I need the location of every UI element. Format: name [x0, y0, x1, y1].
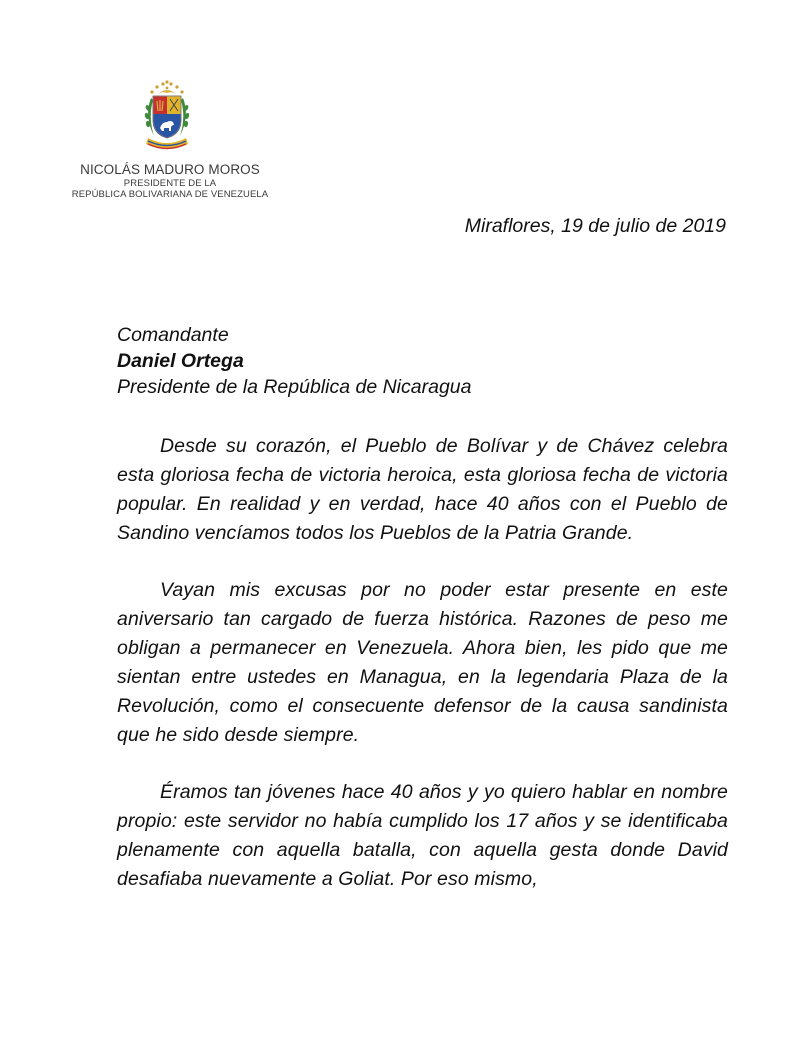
coat-of-arms-icon — [136, 78, 198, 154]
body-paragraph-2: Vayan mis excusas por no poder estar presente en este aniversario tan cargado de fuerza histórica. Razones de peso me obligan a permanecer en Venezuela. Ahora bien, les pido que me sientan entre ustedes en Managua, en la legendaria Plaza de la Revolución, como el consecuente defensor de la causa sandinista que he sido desde siempre. — [117, 579, 728, 746]
sender-block — [60, 162, 280, 200]
sender-title-line-1: PRESIDENTE DE LA — [123, 178, 217, 189]
sender-name: NICOLÁS MADURO MOROS — [80, 162, 260, 177]
letter-body — [117, 432, 728, 922]
recipient-position: Presidente de la República de Nicaragua — [117, 376, 472, 398]
date-line: Miraflores, 19 de julio de 2019 — [464, 215, 726, 237]
sender-title-line-2: REPÚBLICA BOLIVARIANA DE VENEZUELA — [71, 189, 269, 200]
recipient-rank: Comandante — [117, 324, 229, 346]
body-paragraph-1: Desde su corazón, el Pueblo de Bolívar y de Chávez celebra esta gloriosa fecha de victoria heroica, esta gloriosa fecha de victoria popular. En realidad y en verdad, hace 40 años con el Pueblo de Sandino vencíamos todos los Pueblos de la Patria Grande. — [117, 435, 728, 544]
recipient-name: Daniel Ortega — [117, 350, 244, 372]
recipient-block — [117, 322, 471, 400]
body-paragraph-3: Éramos tan jóvenes hace 40 años y yo quiero hablar en nombre propio: este servidor no había cumplido los 17 años y se identificaba plenamente con aquella batalla, con aquella gesta donde David desafiaba nuevamente a Goliat. Por eso mismo, — [117, 781, 728, 890]
